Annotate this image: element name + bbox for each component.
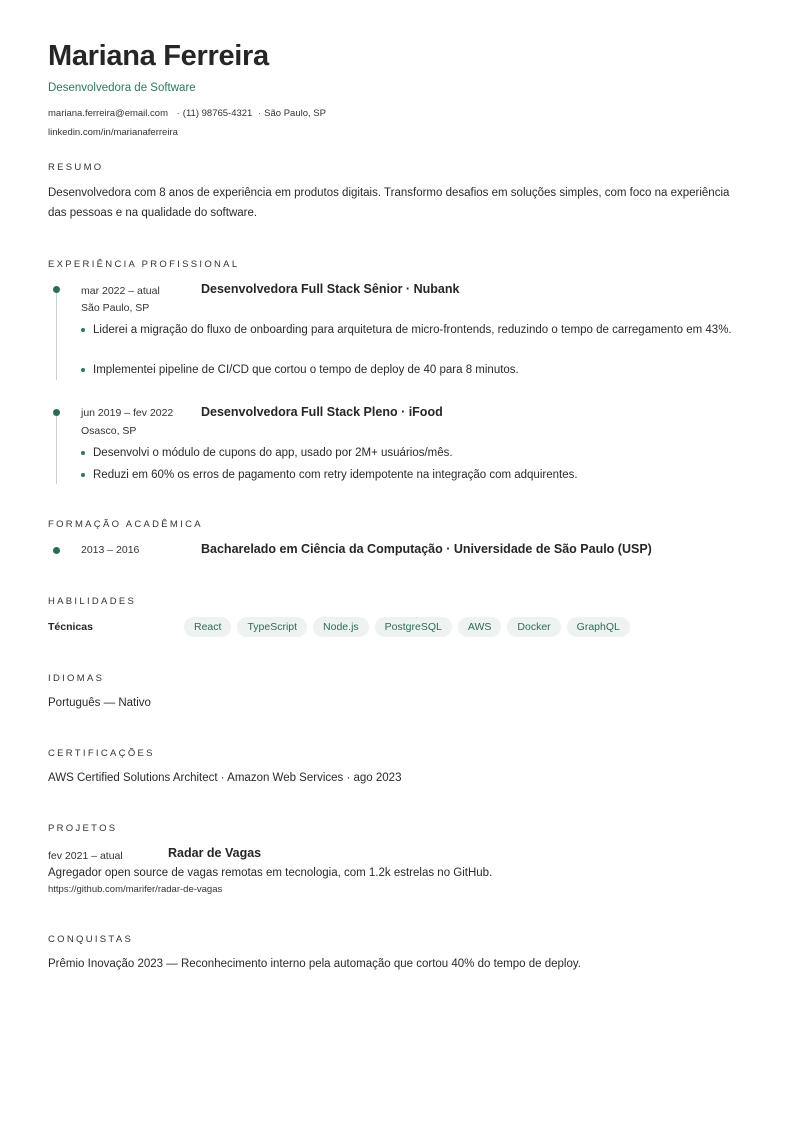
- section-title-certifications: CERTIFICAÇÕES: [48, 748, 155, 759]
- section-title-experience: EXPERIÊNCIA PROFISSIONAL: [48, 259, 240, 270]
- job-bullet: Desenvolvi o módulo de cupons do app, usado por 2M+ usuários/mês.: [93, 444, 743, 462]
- job-date: mar 2022 – atual: [81, 285, 160, 297]
- candidate-name: Mariana Ferreira: [48, 40, 269, 72]
- city-text: São Paulo, SP: [264, 108, 326, 119]
- job-bullet: Implementei pipeline de CI/CD que cortou o tempo de deploy de 40 para 8 minutos.: [93, 361, 743, 379]
- job-title: Desenvolvedora Full Stack Pleno · iFood: [201, 405, 443, 419]
- project-description: Agregador open source de vagas remotas em tecnologia, com 1.2k estrelas no GitHub.: [48, 867, 493, 879]
- timeline-dot: [53, 547, 60, 554]
- phone-text: (11) 98765-4321: [182, 108, 253, 119]
- skill-chip: React: [184, 617, 231, 637]
- education-date: 2013 – 2016: [81, 544, 140, 556]
- skills-chip-list: [184, 617, 630, 637]
- section-title-languages: IDIOMAS: [48, 673, 105, 684]
- linkedin-link[interactable]: linkedin.com/in/marianaferreira: [48, 127, 178, 138]
- section-title-summary: RESUMO: [48, 162, 104, 173]
- project-name: Radar de Vagas: [168, 846, 262, 860]
- achievement-text: Prêmio Inovação 2023 — Reconhecimento interno pela automação que cortou 40% do tempo de deploy.: [48, 958, 581, 970]
- skill-chip: TypeScript: [237, 617, 307, 637]
- certification-text: AWS Certified Solutions Architect · Amazon Web Services · ago 2023: [48, 772, 402, 784]
- section-title-projects: PROJETOS: [48, 823, 118, 834]
- skill-chip: GraphQL: [567, 617, 630, 637]
- section-title-skills: HABILIDADES: [48, 596, 137, 607]
- education-title: Bacharelado em Ciência da Computação · Universidade de São Paulo (USP): [201, 542, 652, 556]
- skills-category-label: Técnicas: [48, 621, 93, 633]
- job-bullet: Liderei a migração do fluxo de onboarding para arquitetura de micro-frontends, reduzindo o tempo de carregamento em 43%.: [93, 321, 743, 339]
- project-date: fev 2021 – atual: [48, 850, 123, 862]
- skill-chip: Docker: [507, 617, 560, 637]
- project-url-link[interactable]: https://github.com/marifer/radar-de-vagas: [48, 884, 223, 895]
- job-location: Osasco, SP: [81, 425, 137, 437]
- languages-text: Português — Nativo: [48, 697, 151, 709]
- section-title-education: FORMAÇÃO ACADÊMICA: [48, 519, 203, 530]
- contact-separator: ·: [176, 108, 180, 119]
- timeline-line: [56, 413, 57, 484]
- timeline-dot: [53, 409, 60, 416]
- job-location: São Paulo, SP: [81, 302, 150, 314]
- email-link[interactable]: mariana.ferreira@email.com: [48, 108, 168, 119]
- job-title: Desenvolvedora Full Stack Sênior · Nubank: [201, 282, 460, 296]
- timeline-dot: [53, 286, 60, 293]
- summary-text: Desenvolvedora com 8 anos de experiência em produtos digitais. Transformo desafios em soluções simples, com foco na experiência das pessoas e na qualidade do software.: [48, 187, 730, 219]
- skill-chip: AWS: [458, 617, 502, 637]
- section-title-achievements: CONQUISTAS: [48, 934, 134, 945]
- job-date: jun 2019 – fev 2022: [81, 407, 174, 419]
- job-bullet: Reduzi em 60% os erros de pagamento com retry idempotente na integração com adquirentes.: [93, 466, 743, 484]
- timeline-line: [56, 290, 57, 380]
- skill-chip: Node.js: [313, 617, 369, 637]
- skill-chip: PostgreSQL: [375, 617, 452, 637]
- contact-line: [48, 108, 326, 119]
- candidate-role: Desenvolvedora de Software: [48, 82, 196, 94]
- contact-separator: ·: [257, 108, 262, 119]
